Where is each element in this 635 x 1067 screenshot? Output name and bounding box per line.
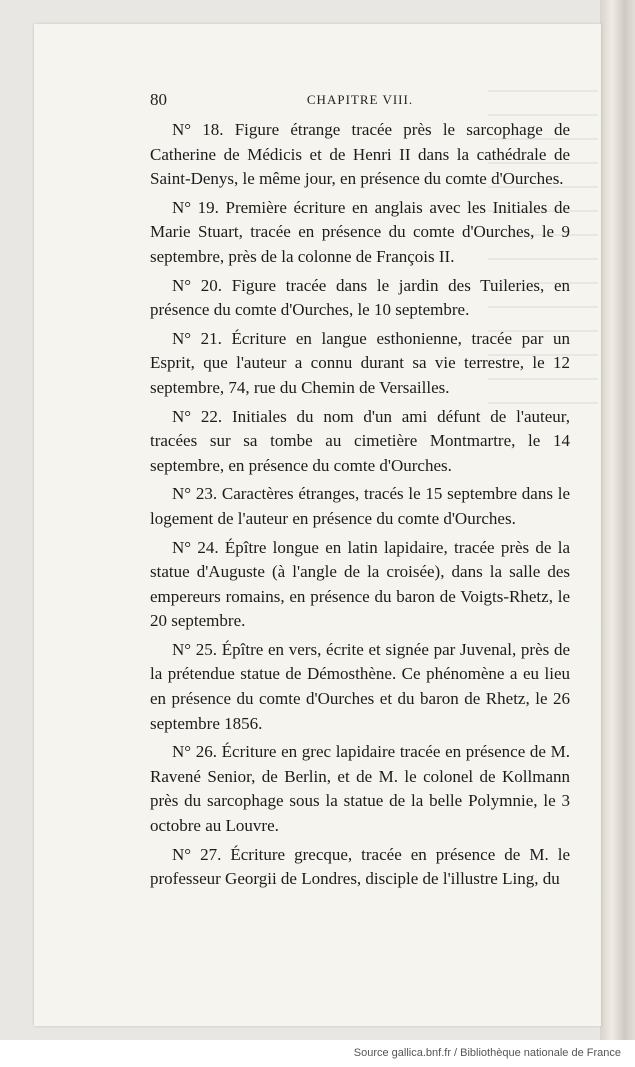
entry-24: N° 24. Épître longue en latin lapidaire, tracée près de la statue d'Auguste (à l'angle de la croisée), dans la salle des empereurs romains, en présence du baron de Voigts-Rhetz, le 20 septembre. — [150, 537, 570, 631]
entry-27: N° 27. Écriture grecque, tracée en présence de M. le professeur Georgii de Londres, disciple de l'illustre Ling, du — [150, 844, 570, 889]
book-spine-edge — [600, 0, 635, 1040]
page-number: 80 — [150, 90, 167, 109]
entry-21: N° 21. Écriture en langue esthonienne, tracée par un Esprit, que l'auteur a connu durant sa vie terrestre, le 12 septembre, 74, rue du Chemin de Versailles. — [150, 328, 570, 397]
page-header — [150, 90, 570, 112]
running-title: CHAPITRE VIII. — [306, 92, 414, 107]
entry-22: N° 22. Initiales du nom d'un ami défunt de l'auteur, tracées sur sa tombe au cimetière Montmartre, le 14 septembre, en présence du comte d'Ourches. — [150, 406, 570, 475]
entry-26: N° 26. Écriture en grec lapidaire tracée en présence de M. Ravené Senior, de Berlin, et de M. le colonel de Kollmann près du sarcophage sous la statue de la belle Polymnie, le 3 octobre au Louvre. — [150, 742, 570, 836]
entry-18: N° 18. Figure étrange tracée près le sarcophage de Catherine de Médicis et de Henri II dans la cathédrale de Saint-Denys, le même jour, en présence du comte d'Ourches. — [150, 120, 570, 189]
entry-19: N° 19. Première écriture en anglais avec les Initiales de Marie Stuart, tracée en présence du comte d'Ourches, le 9 septembre, près de la colonne de François II. — [150, 197, 570, 266]
entry-23: N° 23. Caractères étranges, tracés le 15 septembre dans le logement de l'auteur en présence du comte d'Ourches. — [150, 484, 570, 528]
body-text — [150, 118, 570, 896]
entry-25: N° 25. Épître en vers, écrite et signée par Juvenal, près de la prétendue statue de Démosthène. Ce phénomène a eu lieu en présence du comte d'Ourches et du baron de Rhetz, le 26 septembre 1856. — [150, 639, 570, 733]
entry-20: N° 20. Figure tracée dans le jardin des Tuileries, en présence du comte d'Ourches, le 10 septembre. — [150, 275, 570, 320]
source-credit: Source gallica.bnf.fr / Bibliothèque nationale de France — [353, 1047, 621, 1059]
